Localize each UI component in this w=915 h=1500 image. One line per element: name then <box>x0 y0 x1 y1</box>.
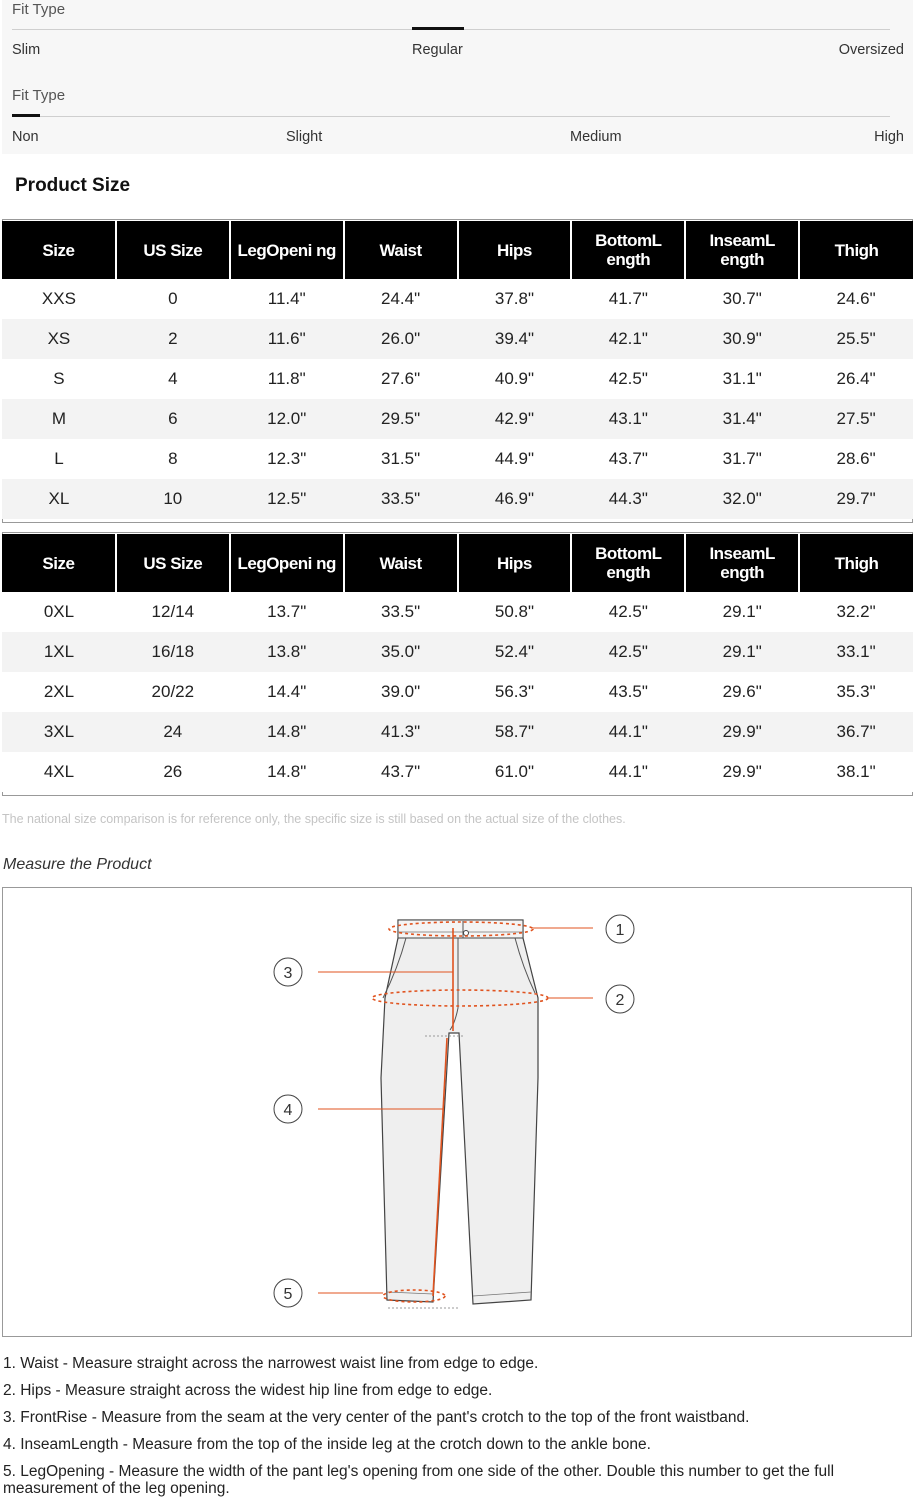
table-cell: XXS <box>2 279 116 319</box>
table-cell: M <box>2 399 116 439</box>
table-cell: 52.4" <box>458 632 572 672</box>
table-cell: 39.0" <box>344 672 458 712</box>
instruction-inseam: 4. InseamLength - Measure from the top of the inside leg at the crotch down to the ankle bone. <box>3 1436 651 1453</box>
table-cell: 0 <box>116 279 230 319</box>
table-row <box>2 592 913 632</box>
table-cell: 29.5" <box>344 399 458 439</box>
table-cell: 29.9" <box>685 752 799 792</box>
table-cell: 43.1" <box>571 399 685 439</box>
table-cell: 31.1" <box>685 359 799 399</box>
table-cell: 6 <box>116 399 230 439</box>
table-cell: 8 <box>116 439 230 479</box>
table-cell: 1XL <box>2 632 116 672</box>
table-cell: 35.3" <box>799 672 913 712</box>
table-cell: 42.5" <box>571 592 685 632</box>
table-cell: 42.1" <box>571 319 685 359</box>
table-cell: 40.9" <box>458 359 572 399</box>
column-header: US Size <box>116 221 230 279</box>
table-cell: 16/18 <box>116 632 230 672</box>
table-cell: 33.5" <box>344 479 458 519</box>
table-row <box>2 712 913 752</box>
callout-label-4: 4 <box>283 1102 293 1119</box>
instruction-front-rise: 3. FrontRise - Measure from the seam at the very center of the pant's crotch to the top of the front waistband. <box>3 1409 750 1426</box>
table-header-row <box>2 221 913 279</box>
table-cell: 37.8" <box>458 279 572 319</box>
measure-diagram <box>2 887 912 1337</box>
table-cell: 30.9" <box>685 319 799 359</box>
table-cell: 0XL <box>2 592 116 632</box>
table-cell: 42.5" <box>571 359 685 399</box>
table-cell: 11.8" <box>230 359 344 399</box>
table-cell: 31.7" <box>685 439 799 479</box>
table-cell: 61.0" <box>458 752 572 792</box>
column-header: Thigh <box>799 534 913 592</box>
table-cell: 33.1" <box>799 632 913 672</box>
column-header: US Size <box>116 534 230 592</box>
table-cell: 43.7" <box>344 752 458 792</box>
column-header: Waist <box>344 534 458 592</box>
table-cell: 14.4" <box>230 672 344 712</box>
table-cell: 29.7" <box>799 479 913 519</box>
table-cell: 27.5" <box>799 399 913 439</box>
table-cell: 29.1" <box>685 592 799 632</box>
table-cell: 32.2" <box>799 592 913 632</box>
table-row <box>2 279 913 319</box>
button-icon <box>464 931 469 936</box>
table-cell: 31.4" <box>685 399 799 439</box>
fit-panel <box>2 0 913 154</box>
table-cell: 11.6" <box>230 319 344 359</box>
table-cell: 33.5" <box>344 592 458 632</box>
table-cell: 44.1" <box>571 752 685 792</box>
table-cell: 10 <box>116 479 230 519</box>
column-header: Hips <box>458 534 572 592</box>
table-cell: 58.7" <box>458 712 572 752</box>
table-cell: 29.1" <box>685 632 799 672</box>
table-cell: S <box>2 359 116 399</box>
table-row <box>2 479 913 519</box>
fit-label-slim: Slim <box>12 42 41 58</box>
table-cell: 43.7" <box>571 439 685 479</box>
table-cell: 14.8" <box>230 752 344 792</box>
table-cell: 35.0" <box>344 632 458 672</box>
column-header: Size <box>2 534 116 592</box>
table-cell: 41.3" <box>344 712 458 752</box>
stretch-scale-track <box>12 116 890 117</box>
table-cell: 3XL <box>2 712 116 752</box>
table-cell: 20/22 <box>116 672 230 712</box>
table-cell: 24 <box>116 712 230 752</box>
table-cell: 42.5" <box>571 632 685 672</box>
table-cell: 11.4" <box>230 279 344 319</box>
table-cell: 26.0" <box>344 319 458 359</box>
table-cell: 31.5" <box>344 439 458 479</box>
table-cell: 26 <box>116 752 230 792</box>
table-row <box>2 399 913 439</box>
fit-scale-marker <box>412 27 464 30</box>
instruction-hips: 2. Hips - Measure straight across the widest hip line from edge to edge. <box>3 1382 493 1399</box>
table-row <box>2 632 913 672</box>
table-cell: 39.4" <box>458 319 572 359</box>
fit-type-title: Fit Type <box>12 1 66 18</box>
size-table-plus <box>2 534 913 792</box>
table-cell: 44.1" <box>571 712 685 752</box>
table-cell: 25.5" <box>799 319 913 359</box>
table-cell: XL <box>2 479 116 519</box>
pants-outline <box>381 920 538 1304</box>
column-header: Hips <box>458 221 572 279</box>
table-cell: 24.4" <box>344 279 458 319</box>
table-cell: 44.3" <box>571 479 685 519</box>
table-cell: 41.7" <box>571 279 685 319</box>
table-row <box>2 439 913 479</box>
table-cell: 46.9" <box>458 479 572 519</box>
table-cell: 13.8" <box>230 632 344 672</box>
column-header: InseamL ength <box>685 221 799 279</box>
instruction-waist: 1. Waist - Measure straight across the narrowest waist line from edge to edge. <box>3 1355 539 1372</box>
table-cell: 44.9" <box>458 439 572 479</box>
stretch-type-title: Fit Type <box>12 87 66 104</box>
table-cell: 2 <box>116 319 230 359</box>
stretch-label-slight: Slight <box>286 129 323 145</box>
stretch-label-medium: Medium <box>570 129 622 145</box>
table-header-row <box>2 534 913 592</box>
table-cell: 12.0" <box>230 399 344 439</box>
table-cell: 43.5" <box>571 672 685 712</box>
table-cell: 4XL <box>2 752 116 792</box>
callout-label-1: 1 <box>615 922 625 939</box>
pants-illustration <box>3 888 911 1336</box>
table-cell: L <box>2 439 116 479</box>
column-header: LegOpeni ng <box>230 221 344 279</box>
callout-label-3: 3 <box>283 965 293 982</box>
table-cell: XS <box>2 319 116 359</box>
column-header: BottomL ength <box>571 534 685 592</box>
section-title: Product Size <box>15 175 131 196</box>
table-row <box>2 359 913 399</box>
table-cell: 32.0" <box>685 479 799 519</box>
table-cell: 14.8" <box>230 712 344 752</box>
table-cell: 50.8" <box>458 592 572 632</box>
table-row <box>2 319 913 359</box>
callout-label-2: 2 <box>615 992 625 1009</box>
measure-title: Measure the Product <box>3 856 152 873</box>
size-table-regular <box>2 221 913 519</box>
table-cell: 42.9" <box>458 399 572 439</box>
table-cell: 26.4" <box>799 359 913 399</box>
instruction-leg-opening: 5. LegOpening - Measure the width of the pant leg's opening from one side of the other. Double this number to get the full measurement of the leg opening. <box>3 1463 835 1497</box>
column-header: Size <box>2 221 116 279</box>
column-header: BottomL ength <box>571 221 685 279</box>
table-row <box>2 752 913 792</box>
table-cell: 2XL <box>2 672 116 712</box>
table-cell: 12.3" <box>230 439 344 479</box>
table-cell: 12.5" <box>230 479 344 519</box>
table-cell: 56.3" <box>458 672 572 712</box>
fit-label-oversized: Oversized <box>838 42 904 58</box>
table-cell: 29.9" <box>685 712 799 752</box>
table-cell: 4 <box>116 359 230 399</box>
table-cell: 28.6" <box>799 439 913 479</box>
table-cell: 38.1" <box>799 752 913 792</box>
table-cell: 12/14 <box>116 592 230 632</box>
table-cell: 13.7" <box>230 592 344 632</box>
stretch-label-non: Non <box>12 129 39 145</box>
table-cell: 29.6" <box>685 672 799 712</box>
callout-label-5: 5 <box>283 1286 293 1303</box>
table-cell: 30.7" <box>685 279 799 319</box>
table-cell: 36.7" <box>799 712 913 752</box>
table-row <box>2 672 913 712</box>
column-header: LegOpeni ng <box>230 534 344 592</box>
table-cell: 24.6" <box>799 279 913 319</box>
fit-label-regular: Regular <box>412 42 463 58</box>
stretch-label-high: High <box>874 129 904 145</box>
column-header: InseamL ength <box>685 534 799 592</box>
table-cell: 27.6" <box>344 359 458 399</box>
size-note: The national size comparison is for reference only, the specific size is still based on the actual size of the clothes. <box>2 812 626 826</box>
column-header: Waist <box>344 221 458 279</box>
stretch-scale-marker <box>12 114 40 117</box>
column-header: Thigh <box>799 221 913 279</box>
